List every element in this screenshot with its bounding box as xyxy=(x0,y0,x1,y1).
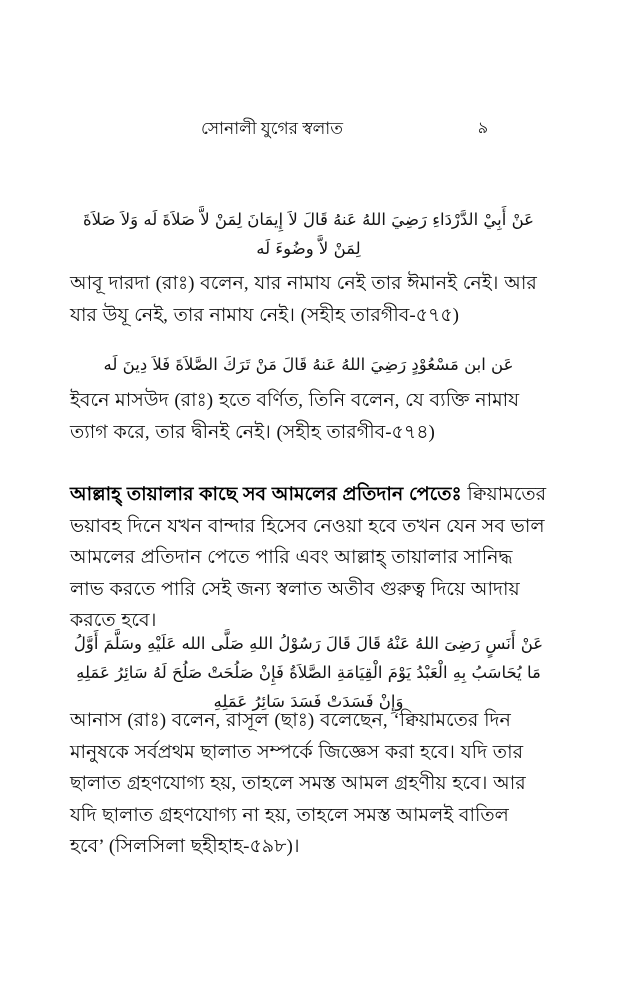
hadith2-arabic-text: عَن ابن مَسْعُوْدٍ رَضِيَ اللهُ عَنهُ قَالَ مَنْ تَرَكَ الصَّلاَةَ فَلاَ دِينَ لَه xyxy=(103,355,514,374)
hadith3-bengali-translation: আনাস (রাঃ) বলেন, রাসূল (ছাঃ) বলেছেন, ‘ক্বিয়ামতের দিন মানুষকে সর্বপ্রথম ছালাত সম্পর্কে জিজ্ঞেস করা হবে। যদি তার ছালাত গ্রহণযোগ্য হয়, তাহলে সমস্ত আমল গ্রহণীয় হবে। আর যদি ছালাত গ্রহণযোগ্য না হয়, তাহলে সমস্ত আমলই বাতিল হবে’ (সিলসিলা ছহীহাহ-৫৯৮)। xyxy=(70,710,526,857)
hadith2-bengali-translation: ইবনে মাসউদ (রাঃ) হতে বর্ণিত, তিনি বলেন, যে ব্যক্তি নামায ত্যাগ করে, তার দ্বীনই নেই। (সহীহ তারগীব-৫৭৪) xyxy=(70,390,520,443)
running-header-title: সোনালী যুগের স্বলাত xyxy=(201,119,343,138)
hadith3-arabic-text: عَنْ أَنَسٍ رَضِىَ اللهُ عَنْهُ قَالَ قَالَ رَسُوْلُ اللهِ صَلَّى الله عَلَيْهِ وسَلَّمَ أَوَّلُ مَا يُحَاسَبُ بِهِ الْعَبْدُ يَوْمَ الْقِيَامَةِ الصَّلاَةُ فَإِنْ صَلُحَتْ صَلُحَ لَهُ سَائِرُ عَمَلِهِ وَإِنْ فَسَدَتْ فَسَدَ سَائِرُ عَمَلِهِ xyxy=(73,634,544,711)
section-paragraph xyxy=(70,479,548,637)
section-heading: আল্লাহ্‌ তায়ালার কাছে সব আমলের প্রতিদান পেতেঃ xyxy=(70,484,462,505)
page-number: ৯ xyxy=(477,120,489,137)
section-body-text: ক্বিয়ামতের ভয়াবহ দিনে যখন বান্দার হিসেব নেওয়া হবে তখন যেন সব ভাল আমলের প্রতিদান পেতে পারি এবং আল্লাহ্‌ তায়ালার সানিদ্ধ লাভ করতে পারি সেই জন্য স্বলাত অতীব গুরুত্ব দিয়ে আদায় করতে হবে। xyxy=(70,484,547,631)
hadith1-arabic-text: عَنْ أَبِيْ الدَّرْدَاءِ رَضِيَ اللهُ عَنهُ قَالَ لاَ إِيمَانَ لِمَنْ لاَّ صَلاَةَ لَه وَلاَ صَلاَةَ لِمَنْ لاَّ وضُوءَ لَه xyxy=(83,210,534,258)
hadith1-bengali-translation: আবূ দারদা (রাঃ) বলেন, যার নামায নেই তার ঈমানই নেই। আর যার উযূ নেই, তার নামায নেই। (সহীহ তারগীব-৫৭৫) xyxy=(70,273,537,326)
